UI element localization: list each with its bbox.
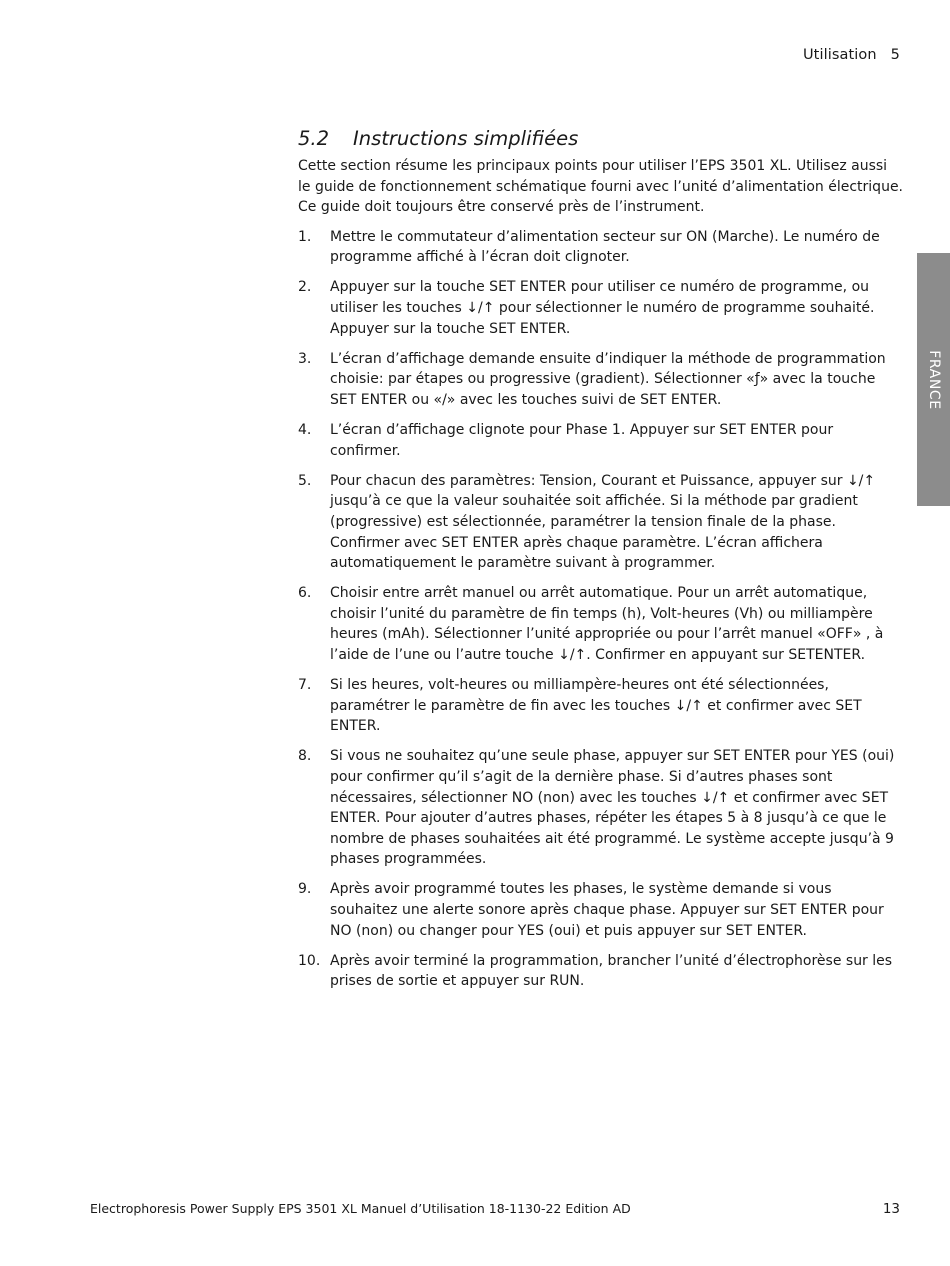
steps-list xyxy=(298,227,903,992)
section-number: 5.2 xyxy=(298,127,330,150)
step-number: 7. xyxy=(298,677,312,694)
step-text: Mettre le commutateur d’alimentation secteur sur ON (Marche). Le numéro de programme affiché à l’écran doit clignoter. xyxy=(330,228,880,266)
step-number: 6. xyxy=(298,585,312,602)
step-number: 4. xyxy=(298,422,312,439)
step-number: 10. xyxy=(298,952,321,969)
language-side-tab xyxy=(917,253,950,506)
page-number: 13 xyxy=(882,1201,900,1217)
page-footer xyxy=(90,1201,900,1216)
intro-paragraph: Cette section résume les principaux points pour utiliser l’EPS 3501 XL. Utilisez aussi le guide de fonctionnement schématique fourni avec l’unité d’alimentation électrique. Ce guide doit toujours être conservé près de l’instrument. xyxy=(298,158,904,216)
section-heading xyxy=(298,126,903,152)
running-header xyxy=(803,47,900,63)
step-text: Appuyer sur la touche SET ENTER pour utiliser ce numéro de programme, ou utiliser les touches ↓/↑ pour sélectionner le numéro de programme souhaité. Appuyer sur la touche SET ENTER. xyxy=(330,279,875,337)
list-item xyxy=(298,349,903,411)
step-text: Après avoir programmé toutes les phases, le système demande si vous souhaitez une alerte sonore après chaque phase. Appuyer sur SET ENTER pour NO (non) ou changer pour YES (oui) et puis appuyer sur SET ENTER. xyxy=(330,881,884,939)
footer-document-title: Electrophoresis Power Supply EPS 3501 XL Manuel d’Utilisation 18-1130-22 Edition AD xyxy=(90,1201,631,1216)
list-item xyxy=(298,675,903,737)
step-text: L’écran d’affichage demande ensuite d’indiquer la méthode de programmation choisie: par étapes ou progressive (gradient). Sélectionner «ƒ» avec la touche SET ENTER ou «/» avec les touches suivi de SET ENTER. xyxy=(330,350,886,408)
list-item xyxy=(298,583,903,665)
header-chapter-number: 5 xyxy=(890,47,900,63)
section-title: Instructions simplifiées xyxy=(353,127,579,150)
step-number: 3. xyxy=(298,350,312,367)
list-item xyxy=(298,420,903,461)
step-number: 8. xyxy=(298,748,312,765)
main-content xyxy=(298,126,903,1001)
step-text: Choisir entre arrêt manuel ou arrêt automatique. Pour un arrêt automatique, choisir l’unité du paramètre de fin temps (h), Volt-heures (Vh) ou milliampère heures (mAh). Sélectionner l’unité appropriée ou pour l’arrêt manuel «OFF» , à l’aide de l’une ou l’autre touche ↓/↑. Confirmer en appuyant sur SETENTER. xyxy=(330,585,884,663)
side-tab-label: FRANCE xyxy=(925,349,942,410)
list-item xyxy=(298,471,903,574)
step-text: L’écran d’affichage clignote pour Phase 1. Appuyer sur SET ENTER pour confirmer. xyxy=(330,422,834,459)
list-item xyxy=(298,277,903,339)
step-number: 5. xyxy=(298,472,312,489)
step-number: 1. xyxy=(298,228,312,245)
step-text: Après avoir terminé la programmation, brancher l’unité d’électrophorèse sur les prises de sortie et appuyer sur RUN. xyxy=(330,952,893,990)
list-item xyxy=(298,951,903,992)
step-number: 9. xyxy=(298,881,312,898)
step-text: Si les heures, volt-heures ou milliampère-heures ont été sélectionnées, paramétrer le paramètre de fin avec les touches ↓/↑ et confirmer avec SET ENTER. xyxy=(330,677,862,735)
list-item xyxy=(298,879,903,941)
step-text: Pour chacun des paramètres: Tension, Courant et Puissance, appuyer sur ↓/↑ jusqu’à ce que la valeur souhaitée soit affichée. Si la méthode par gradient (progressive) est sélectionnée, paramétrer la tension finale de la phase. Confirmer avec SET ENTER après chaque paramètre. L’écran affichera automatiquement le paramètre suivant à programmer. xyxy=(330,472,876,572)
list-item xyxy=(298,746,903,870)
list-item xyxy=(298,227,903,268)
step-number: 2. xyxy=(298,279,312,296)
step-text: Si vous ne souhaitez qu’une seule phase, appuyer sur SET ENTER pour YES (oui) pour confirmer qu’il s’agit de la dernière phase. Si d’autres phases sont nécessaires, sélectionner NO (non) avec les touches ↓/↑ et confirmer avec SET ENTER. Pour ajouter d’autres phases, répéter les étapes 5 à 8 jusqu’à ce que le nombre de phases souhaitées ait été programmé. Le système accepte jusqu’à 9 phases programmées. xyxy=(330,748,895,868)
header-section-name: Utilisation xyxy=(802,47,877,63)
